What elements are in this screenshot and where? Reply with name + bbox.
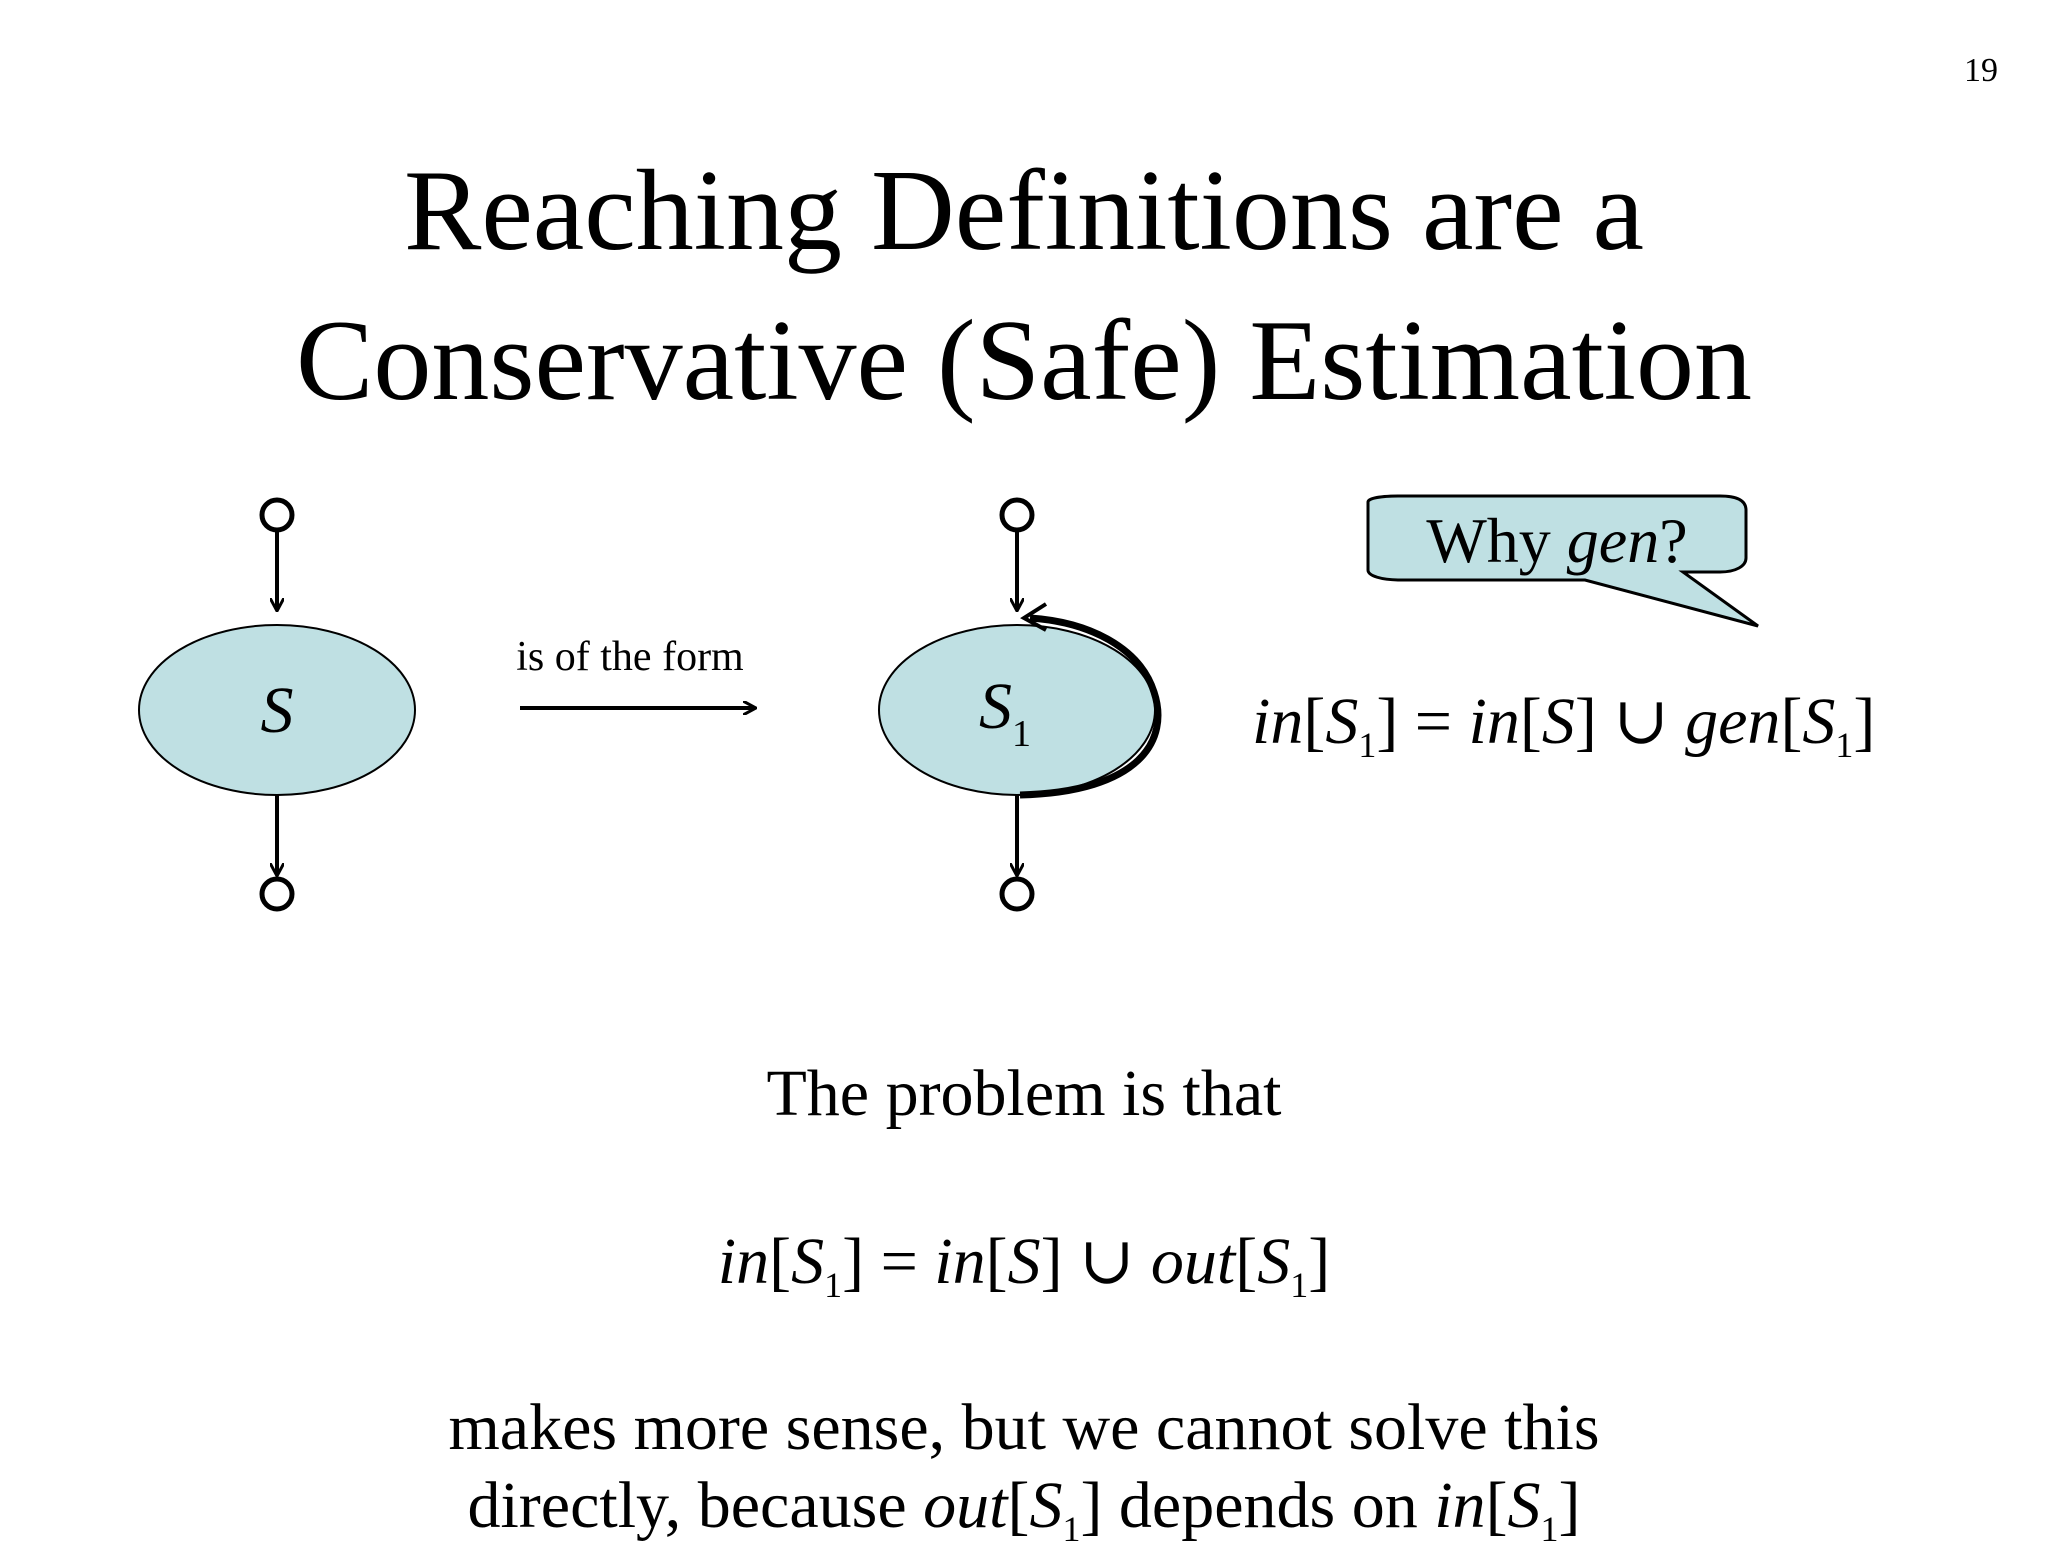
eq1-in: in [1252,685,1304,758]
eq2-s2: S [1007,1225,1041,1298]
line4-s2: S [1507,1469,1541,1542]
eq2-in2: in [934,1225,986,1298]
eq2-union: ] ∪ [1040,1225,1151,1298]
body-line-4 [0,1468,2048,1549]
line4-close: ] [1558,1469,1581,1542]
eq1-gen: gen [1685,685,1781,758]
right-exit-node [1002,879,1032,909]
callout-prefix: Why [1426,505,1567,576]
line4-sub: 1 [1062,1509,1081,1549]
left-entry-node [262,500,292,530]
eq1-close: ] [1853,685,1876,758]
right-entry-node [1002,500,1032,530]
eq1-equals: ] = [1376,685,1469,758]
eq2-close: ] [1308,1225,1331,1298]
eq2-s: S [791,1225,825,1298]
right-node-letter: S [979,670,1012,743]
page-number: 19 [1964,52,1998,89]
eq1-sub2: 1 [1835,725,1854,765]
title-line-1: Reaching Definitions are a [403,147,1645,275]
eq2-in: in [717,1225,770,1298]
eq1-s: S [1325,685,1359,758]
eq1-bracket: [ [1303,685,1326,758]
eq2-bracket: [ [769,1225,792,1298]
body-line-3: makes more sense, but we cannot solve this [448,1391,1600,1464]
line4-out: out [923,1469,1008,1542]
line4-depends: ] depends on [1080,1469,1435,1542]
callout-text [1426,505,1687,576]
eq2-bracket3: [ [1235,1225,1258,1298]
eq2-bracket2: [ [985,1225,1008,1298]
eq1-sub: 1 [1358,725,1377,765]
arrow-label: is of the form [516,634,744,680]
eq1-union: ] ∪ [1574,685,1686,758]
line4-in: in [1434,1469,1486,1542]
slide-title [0,136,2048,436]
gen-equation [1252,682,1876,765]
line4-s: S [1029,1469,1063,1542]
title-line-2: Conservative (Safe) Estimation [295,297,1753,425]
line4-bracket2: [ [1485,1469,1508,1542]
line4-bracket: [ [1007,1469,1030,1542]
left-node-label: S [260,674,294,747]
eq1-bracket3: [ [1780,685,1803,758]
eq2-sub2: 1 [1290,1265,1309,1305]
eq1-s3: S [1802,685,1836,758]
line4-a: directly, because [467,1469,924,1542]
eq1-in2: in [1468,685,1520,758]
eq2-out: out [1150,1225,1236,1298]
right-node-subscript: 1 [1012,713,1031,755]
eq1-bracket2: [ [1519,685,1542,758]
body-line-1: The problem is that [766,1057,1282,1130]
eq2-sub: 1 [824,1265,843,1305]
eq1-s2: S [1541,685,1575,758]
callout-italic: gen [1566,505,1660,576]
left-exit-node [262,879,292,909]
eq2-s3: S [1257,1225,1291,1298]
line4-sub2: 1 [1540,1509,1559,1549]
eq2-equals: ] = [842,1225,935,1298]
out-equation [0,1222,2048,1305]
callout-suffix: ? [1659,505,1688,576]
right-statement-node [879,625,1155,795]
